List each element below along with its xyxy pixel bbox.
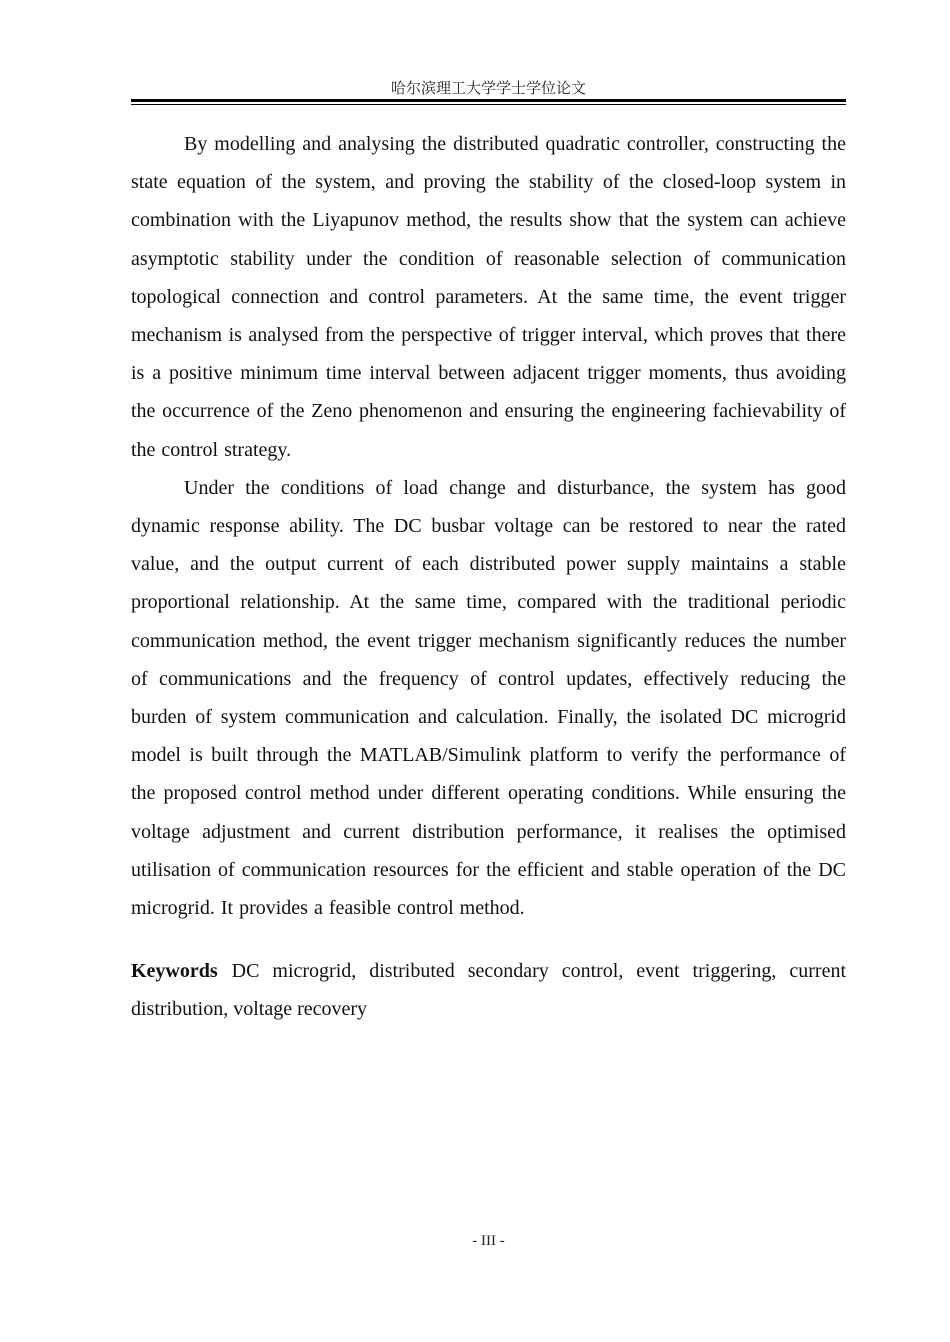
- keywords-line: [131, 952, 846, 1028]
- running-header: 哈尔滨理工大学学士学位论文: [390, 79, 586, 97]
- keywords-text: DC microgrid, distributed secondary control, event triggering, current distribution, voltage recovery: [131, 960, 846, 1021]
- abstract-paragraph-1: By modelling and analysing the distributed quadratic controller, constructing the state equation of the system, and proving the stability of the closed-loop system in combination with the Liyapunov method, the results show that the system can achieve asymptotic stability under the condition of reasonable selection of communication topological connection and control parameters. At the same time, the event trigger mechanism is analysed from the perspective of trigger interval, which proves that there is a positive minimum time interval between adjacent trigger moments, thus avoiding the occurrence of the Zeno phenomenon and ensuring the engineering fachievability of the control strategy.: [131, 133, 846, 461]
- header-rule-thick: [131, 99, 846, 102]
- keywords-label: Keywords: [131, 960, 218, 983]
- header-rule-thin: [131, 104, 846, 105]
- abstract-body: [131, 125, 846, 1029]
- abstract-paragraph-2: Under the conditions of load change and disturbance, the system has good dynamic response ability. The DC busbar voltage can be restored to near the rated value, and the output current of each distributed power supply maintains a stable proportional relationship. At the same time, compared with the traditional periodic communication method, the event trigger mechanism significantly reduces the number of communications and the frequency of control updates, effectively reducing the burden of system communication and calculation. Finally, the isolated DC microgrid model is built through the MATLAB/Simulink platform to verify the performance of the proposed control method under different operating conditions. While ensuring the voltage adjustment and current distribution performance, it realises the optimised utilisation of communication resources for the efficient and stable operation of the DC microgrid. It provides a feasible control method.: [131, 476, 846, 920]
- page-number: - III -: [472, 1233, 505, 1249]
